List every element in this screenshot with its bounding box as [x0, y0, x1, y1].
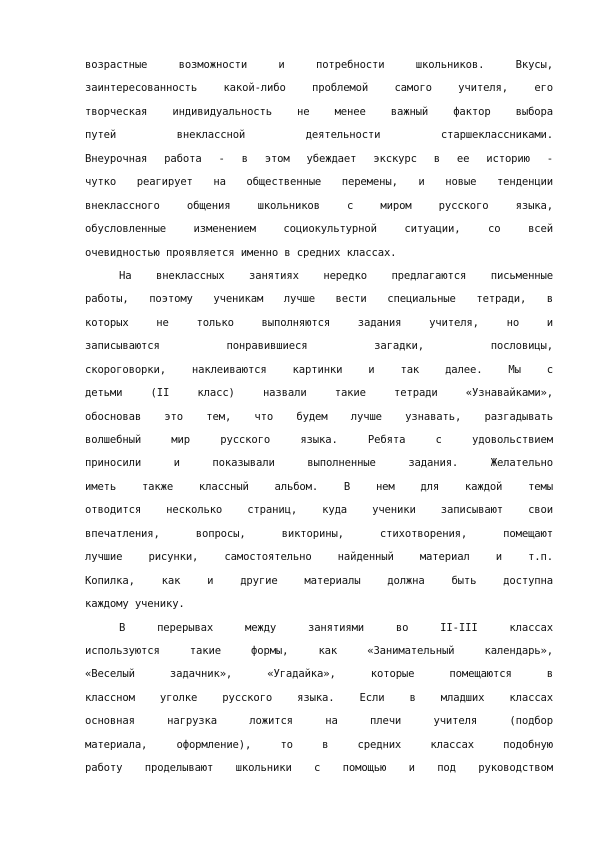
text-line: возрастные возможности и потребности школьников. Вкусы, — [85, 59, 553, 71]
text-line: скороговорки, наклеиваются картинки и так далее. Мы с — [85, 363, 553, 376]
text-line: В перерывах между занятиями во II-III классах — [119, 621, 553, 634]
text-line: заинтересованность какой-либо проблемой самого учителя, его — [85, 82, 553, 95]
text-line: основная нагрузка ложится на плечи учителя (подбор — [85, 715, 553, 728]
text-line: используются такие формы, как «Занимательный календарь», — [85, 644, 553, 657]
text-line: материала, оформление), то в средних классах подобную — [85, 738, 553, 751]
text-line: работу проделывают школьники с помощью и под руководством — [85, 762, 553, 775]
text-line: Копилка, как и другие материалы должна быть доступна — [85, 574, 553, 587]
text-line: чутко реагирует на общественные перемены, и новые тенденции — [85, 176, 553, 189]
text-line: На внеклассных занятиях нередко предлагаются письменные — [119, 269, 553, 282]
text-line: волшебный мир русского языка. Ребята с удовольствием — [85, 434, 553, 446]
text-line: детьми (II класс) назвали такие тетради «Узнавайками», — [85, 387, 553, 400]
text-line: приносили и показывали выполненные задания. Желательно — [85, 457, 553, 470]
text-line: лучшие рисунки, самостоятельно найденный материал и т.п. — [85, 551, 553, 564]
text-line: записываются понравившиеся загадки, пословицы, — [85, 340, 553, 353]
text-line: работы, поэтому ученикам лучше вести специальные тетради, в — [85, 293, 553, 306]
text-line: путей внеклассной деятельности старшеклассниками. — [85, 129, 553, 142]
text-line: творческая индивидуальность не менее важный фактор выбора — [85, 105, 553, 118]
text-line: иметь также классный альбом. В нем для каждой темы — [85, 480, 553, 493]
text-line: которых не только выполняются задания учителя, но и — [85, 316, 553, 329]
text-line: Внеурочная работа - в этом убеждает экскурс в ее историю - — [85, 152, 553, 165]
text-line: очевидностью проявляется именно в средних классах. — [85, 246, 397, 259]
text-line: внеклассного общения школьников с миром русского языка, — [85, 199, 553, 212]
text-line: впечатления, вопросы, викторины, стихотворения, помещают — [85, 527, 553, 540]
text-line: «Веселый задачник», «Угадайка», которые помещаются в — [85, 668, 553, 681]
text-line: отводится несколько страниц, куда ученики записывают свои — [85, 504, 553, 517]
body-text — [85, 54, 553, 781]
text-line: обосновав это тем, что будем лучше узнавать, разгадывать — [85, 410, 553, 423]
text-line: обусловленные изменением социокультурной ситуации, со всей — [85, 223, 553, 236]
text-line: классном уголке русского языка. Если в младших классах — [85, 691, 553, 704]
text-line: каждому ученику. — [85, 598, 185, 611]
